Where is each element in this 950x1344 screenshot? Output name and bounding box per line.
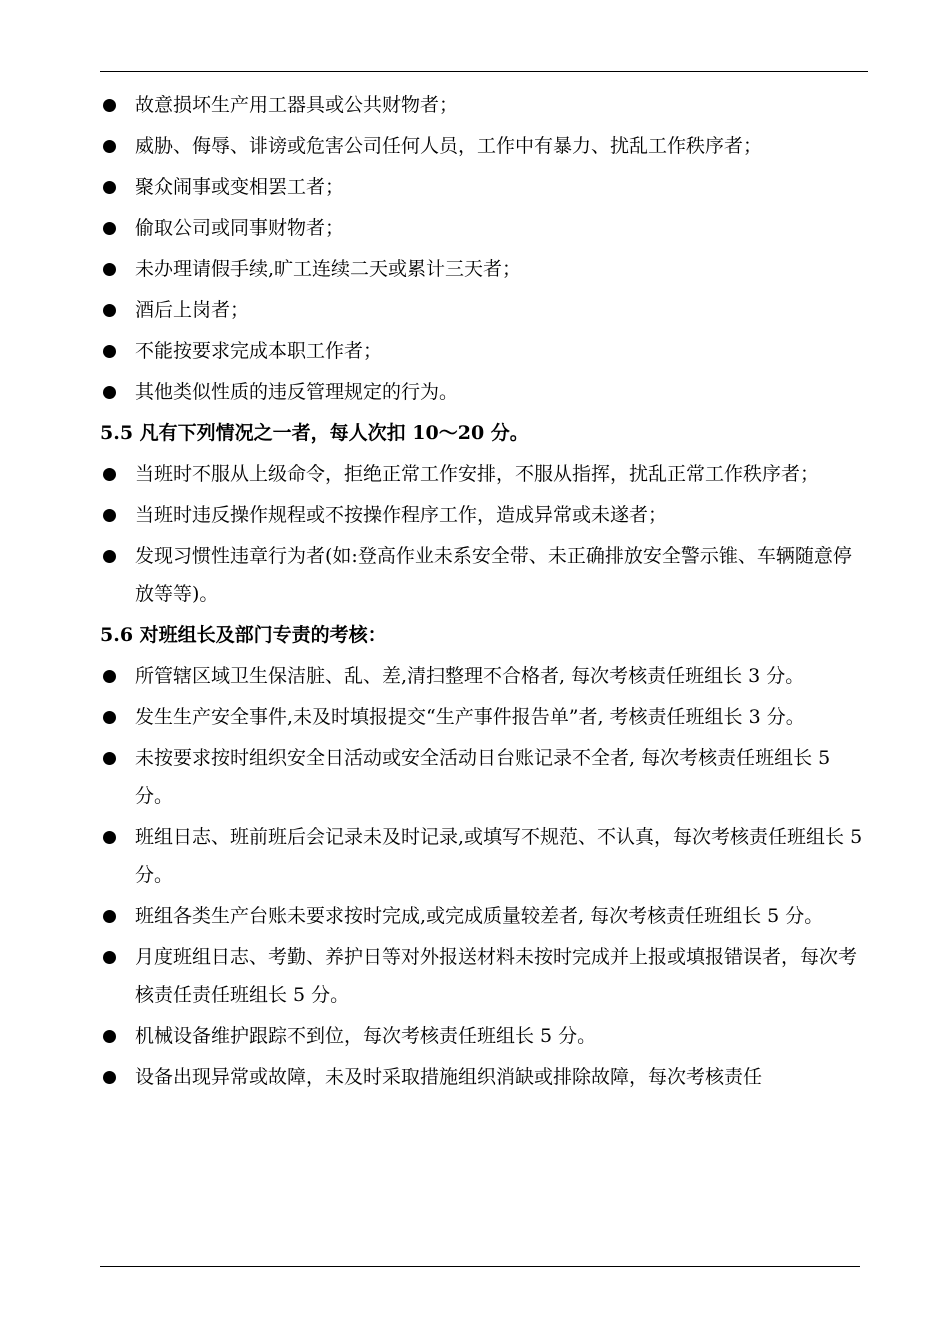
bullet-icon <box>103 263 116 276</box>
bullet-icon <box>103 1030 116 1043</box>
list-item: 威胁、侮辱、诽谤或危害公司任何人员，工作中有暴力、扰乱工作秩序者； <box>100 127 868 165</box>
bullet-icon <box>103 140 116 153</box>
list-item: 未办理请假手续,旷工连续二天或累计三天者； <box>100 250 868 288</box>
list-item: 酒后上岗者； <box>100 291 868 329</box>
bullet-icon <box>103 752 116 765</box>
bullet-icon <box>103 345 116 358</box>
list-item: 当班时违反操作规程或不按操作程序工作，造成异常或未遂者； <box>100 496 868 534</box>
header-rule <box>100 71 868 72</box>
bullet-icon <box>103 222 116 235</box>
bullet-icon <box>103 181 116 194</box>
bullet-icon <box>103 951 116 964</box>
bullet-icon <box>103 711 116 724</box>
list-item: 偷取公司或同事财物者； <box>100 209 868 247</box>
bullet-icon <box>103 468 116 481</box>
document-body <box>100 86 868 1099</box>
list-item: 未按要求按时组织安全日活动或安全活动日台账记录不全者, 每次考核责任班组长 5 分。 <box>100 739 868 815</box>
list-item: 其他类似性质的违反管理规定的行为。 <box>100 373 868 411</box>
bullet-icon <box>103 99 116 112</box>
footer-rule <box>100 1266 860 1267</box>
bullet-icon <box>103 831 116 844</box>
bullet-icon <box>103 910 116 923</box>
list-item: 故意损坏生产用工器具或公共财物者； <box>100 86 868 124</box>
section-heading-5-5: 5.5 凡有下列情况之一者，每人次扣 10～20 分。 <box>100 422 529 444</box>
section-heading-5-6: 5.6 对班组长及部门专责的考核： <box>100 624 387 646</box>
bullet-icon <box>103 1071 116 1084</box>
bullet-icon <box>103 386 116 399</box>
list-item: 发现习惯性违章行为者(如:登高作业未系安全带、未正确排放安全警示锥、车辆随意停放等等)。 <box>100 537 868 613</box>
list-item: 班组日志、班前班后会记录未及时记录,或填写不规范、不认真，每次考核责任班组长 5 分。 <box>100 818 868 894</box>
list-item: 发生生产安全事件,未及时填报提交“生产事件报告单”者, 考核责任班组长 3 分。 <box>100 698 868 736</box>
list-item: 不能按要求完成本职工作者； <box>100 332 868 370</box>
bullet-icon <box>103 550 116 563</box>
bullet-icon <box>103 670 116 683</box>
list-item: 设备出现异常或故障，未及时采取措施组织消缺或排除故障，每次考核责任 <box>100 1058 868 1096</box>
list-item: 班组各类生产台账未要求按时完成,或完成质量较差者, 每次考核责任班组长 5 分。 <box>100 897 868 935</box>
list-item: 当班时不服从上级命令，拒绝正常工作安排，不服从指挥，扰乱正常工作秩序者； <box>100 455 868 493</box>
bullet-icon <box>103 304 116 317</box>
list-item: 所管辖区域卫生保洁脏、乱、差,清扫整理不合格者, 每次考核责任班组长 3 分。 <box>100 657 868 695</box>
list-item: 月度班组日志、考勤、养护日等对外报送材料未按时完成并上报或填报错误者，每次考核责任责任班组长 5 分。 <box>100 938 868 1014</box>
bullet-icon <box>103 509 116 522</box>
list-item: 机械设备维护跟踪不到位，每次考核责任班组长 5 分。 <box>100 1017 868 1055</box>
list-item: 聚众闹事或变相罢工者； <box>100 168 868 206</box>
